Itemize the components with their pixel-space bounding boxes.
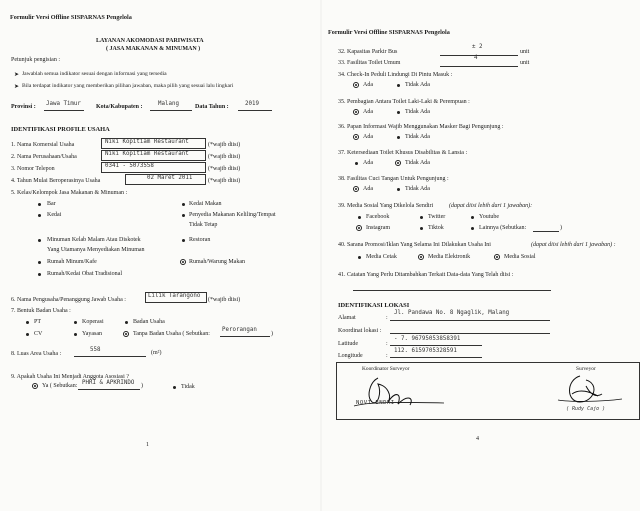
tanpa-badan-line: [220, 336, 270, 337]
instruction-2: Bila terdapat indikator yang memberikan pilihan jawaban, maka pilih yang sesuai lalu lingkari: [22, 83, 234, 89]
colon: :: [386, 341, 388, 347]
form-page-right: [322, 0, 640, 511]
longitude-value[interactable]: 112. 6159705328591: [394, 348, 457, 354]
instruction-arrow-icon: ➤: [14, 84, 20, 90]
q39-note: (dapat diisi lebih dari 1 jawaban):: [449, 203, 533, 209]
q38-label: 38. Fasilitas Cuci Tangan Untuk Pengunjung :: [338, 176, 449, 182]
provinsi-line: [44, 110, 84, 111]
option-bullet[interactable]: [397, 136, 400, 139]
option-bullet[interactable]: [471, 216, 474, 219]
option-pt: PT: [34, 319, 42, 325]
q5-label: 5. Kelas/Kelompok Jasa Makanan & Minuman :: [11, 190, 128, 196]
option-rumah-obat: Rumah/Kedai Obat Tradisional: [47, 271, 122, 277]
q6-value[interactable]: Lilik Tarangono: [148, 293, 201, 299]
option-selected-circle[interactable]: [32, 383, 38, 389]
opt-tidak-ada: Tidak Ada: [405, 109, 430, 115]
page-number: 4: [476, 436, 479, 442]
option-rumah-minum: Rumah Minum/Kafe: [47, 259, 97, 265]
option-kedai: Kedai: [47, 212, 62, 218]
q7-label: 7. Bentuk Badan Usaha :: [11, 308, 71, 314]
option-bullet[interactable]: [74, 321, 77, 324]
option-selected-circle[interactable]: [180, 259, 186, 265]
option-bullet[interactable]: [38, 203, 41, 206]
form-title: LAYANAN AKOMODASI PARIWISATA: [96, 38, 204, 44]
opt-ada: Ada: [363, 186, 373, 192]
koord-surveyor-label: Koordinator Surveyor: [362, 366, 410, 372]
alamat-value[interactable]: Jl. Pandawa No. 8 Ngaglik, Malang: [394, 310, 510, 316]
q37-label: 37. Ketersediaan Toilet Khusus Disabilitas & Lansia :: [338, 150, 468, 156]
option-bullet[interactable]: [397, 188, 400, 191]
q33-label: 33. Fasilitas Toilet Umum: [338, 60, 401, 66]
colon: :: [386, 315, 388, 321]
q32-label: 32. Kapasitas Parkir Bus: [338, 49, 398, 55]
q4-required: (*wajib diisi): [208, 178, 241, 184]
opt-ada: Ada: [363, 82, 373, 88]
q9-ya-value[interactable]: PHRI & APKRINDO: [82, 380, 135, 386]
option-selected-circle[interactable]: [395, 160, 401, 166]
option-rumah-warung: Rumah/Warung Makan: [189, 259, 246, 265]
option-yayasan: Yayasan: [82, 331, 103, 337]
option-bullet[interactable]: [74, 333, 77, 336]
option-bullet[interactable]: [26, 333, 29, 336]
latitude-value[interactable]: - 7. 96795053858391: [394, 336, 461, 342]
option-bullet[interactable]: [38, 239, 41, 242]
q35-label: 35. Pembagian Antara Toilet Laki-Laki & Perempuan :: [338, 99, 470, 105]
q39-label: 39. Media Sosial Yang Dikelola Sendiri: [338, 203, 434, 209]
form-subtitle: ( JASA MAKANAN & MINUMAN ): [106, 46, 201, 52]
section-location-title: IDENTIFIKASI LOKASI: [338, 302, 410, 309]
longitude-label: Longitude: [338, 353, 363, 359]
option-selected-circle[interactable]: [123, 331, 129, 337]
q33-value[interactable]: 4: [474, 55, 478, 61]
option-bar: Bar: [47, 201, 56, 207]
opt-tidak-ada: Tidak Ada: [405, 134, 430, 140]
q2-required: (*wajib diisi): [208, 154, 241, 160]
q1-label: 1. Nama Komersial Usaha: [11, 142, 75, 148]
provinsi-value[interactable]: Jawa Timur: [46, 101, 81, 107]
sm-tiktok: Tiktok: [428, 225, 444, 231]
q34-label: 34. Check-In Peduli Lindungi Di Pintu Masuk :: [338, 72, 453, 78]
coordinator-signature: [348, 372, 448, 414]
q33-unit: unit: [520, 60, 530, 66]
latitude-label: Latitude: [338, 341, 358, 347]
pr-cetak: Media Cetak: [366, 254, 397, 260]
option-selected-circle[interactable]: [418, 254, 424, 260]
option-bullet[interactable]: [358, 216, 361, 219]
option-bullet[interactable]: [358, 256, 361, 259]
sm-facebook: Facebook: [366, 214, 390, 220]
option-selected-circle[interactable]: [353, 109, 359, 115]
sm-youtube: Youtube: [479, 214, 500, 220]
opt-tidak-ada: Tidak Ada: [405, 82, 430, 88]
form-header: Formulir Versi Offline SISPARNAS Pengelola: [10, 14, 132, 21]
option-bullet[interactable]: [38, 273, 41, 276]
surveyor-name: ( Rudy Cajo ): [566, 406, 606, 412]
q41-line[interactable]: [353, 290, 551, 291]
q9-line: [78, 389, 140, 390]
q8-value[interactable]: 558: [90, 347, 101, 353]
option-bullet[interactable]: [420, 227, 423, 230]
q32-line: [440, 55, 518, 56]
option-bullet[interactable]: [182, 214, 185, 217]
latitude-line: [390, 345, 482, 346]
koordinat-label: Koordinat lokasi :: [338, 328, 382, 334]
provinsi-label: Provinsi :: [11, 104, 36, 110]
q4-value[interactable]: 02 Maret 2011: [147, 175, 193, 181]
q3-label: 3. Nomor Telepon: [11, 166, 55, 172]
koordinat-line: [390, 333, 550, 334]
option-bullet[interactable]: [182, 203, 185, 206]
option-bullet[interactable]: [182, 239, 185, 242]
q8-unit: (m²): [151, 350, 162, 356]
option-bullet[interactable]: [125, 321, 128, 324]
option-tanpa-badan: Tanpa Badan Usaha ( Sebutkan:: [133, 331, 210, 337]
q8-label: 8. Luas Area Usaha :: [11, 351, 62, 357]
instructions-label: Petunjuk pengisian :: [11, 57, 60, 63]
tahun-label: Data Tahun :: [195, 104, 229, 110]
q3-value[interactable]: 0341 - 5073558: [105, 163, 154, 169]
option-selected-circle[interactable]: [356, 225, 362, 231]
option-bullet[interactable]: [420, 216, 423, 219]
q36-label: 36. Papan Informasi Wajib Menggunakan Masker Bagi Pengunjung :: [338, 124, 504, 130]
option-selected-circle[interactable]: [353, 134, 359, 140]
q32-unit: unit: [520, 49, 530, 55]
tanpa-badan-value[interactable]: Perorangan: [222, 327, 257, 333]
tahun-line: [238, 110, 272, 111]
pr-sosial: Media Sosial: [504, 254, 536, 260]
option-cv: CV: [34, 331, 43, 337]
kota-label: Kota/Kabupaten :: [96, 104, 143, 110]
colon: :: [386, 353, 388, 359]
q6-label: 6. Nama Pengusaha/Penanggung Jawab Usaha :: [11, 297, 126, 303]
kota-line: [150, 110, 192, 111]
page-number: 1: [146, 442, 149, 448]
q6-required: (*wajib diisi): [208, 297, 241, 303]
q1-required: (*wajib diisi): [208, 142, 241, 148]
q40-label: 40. Sarana Promosi/Iklan Yang Selama Ini Dilakukan Usaha Ini: [338, 242, 491, 248]
sm-instagram: Instagram: [366, 225, 390, 231]
option-bullet[interactable]: [26, 321, 29, 324]
q4-label: 4. Tahun Mulai Beroperasinya Usaha: [11, 178, 101, 184]
q9-ya: Ya ( Sebutkan:: [42, 383, 78, 389]
close-paren: ): [560, 225, 562, 231]
form-header: Formulir Versi Offline SISPARNAS Pengelola: [328, 29, 450, 36]
option-bullet[interactable]: [397, 111, 400, 114]
pr-elektronik: Media Elektronik: [428, 254, 471, 260]
q8-line: [74, 356, 146, 357]
q41-label: 41. Catatan Yang Perlu Ditambahkan Terkait Data-data Yang Telah diisi :: [338, 272, 514, 278]
alamat-label: Alamat: [338, 315, 356, 321]
option-penyedia-cont: Tidak Tetap: [189, 222, 218, 228]
option-bullet[interactable]: [355, 162, 358, 165]
q2-value[interactable]: Niki Kopitiam Restaurant: [105, 151, 189, 157]
option-bullet[interactable]: [38, 261, 41, 264]
alamat-line: [390, 320, 550, 321]
option-koperasi: Koperasi: [82, 319, 104, 325]
option-restoran: Restoran: [189, 237, 211, 243]
coordinator-name: NOVI ENDRI: [356, 400, 395, 406]
sm-twitter: Twitter: [428, 214, 446, 220]
opt-tidak-ada: Tidak Ada: [405, 160, 430, 166]
q3-required: (*wajib diisi): [208, 166, 241, 172]
sm-lainnya: Lainnya (Sebutkan:: [479, 225, 527, 231]
q40-note: (dapat diisi lebih dari 1 jawaban) :: [531, 242, 616, 248]
q1-value[interactable]: Niki Kopitiam Restaurant: [105, 139, 189, 145]
option-selected-circle[interactable]: [353, 82, 359, 88]
q9-label: 9. Apakah Usaha Ini Menjadi Anggota Asosiasi ?: [11, 374, 129, 380]
close-paren: ): [141, 383, 143, 389]
q2-label: 2. Nama Perusahaan/Usaha: [11, 154, 77, 160]
tahun-value[interactable]: 2019: [245, 101, 259, 107]
surveyor-label: Surveyor: [576, 366, 596, 372]
option-bullet[interactable]: [38, 214, 41, 217]
opt-tidak-ada: Tidak Ada: [405, 186, 430, 192]
kota-value[interactable]: Malang: [158, 101, 179, 107]
instruction-1: Jawablah semua indikator sesuai dengan informasi yang tersedia: [22, 71, 167, 77]
option-bullet[interactable]: [173, 386, 176, 389]
q9-tidak: Tidak: [181, 384, 195, 390]
close-paren: ): [271, 331, 273, 337]
option-minuman-cont: Yang Utamanya Menyediakan Minuman: [47, 247, 145, 253]
opt-ada: Ada: [363, 109, 373, 115]
q32-value[interactable]: ± 2: [472, 44, 483, 50]
instruction-arrow-icon: ➤: [14, 72, 20, 78]
option-minuman: Minuman Kelab Malam Atau Diskotek: [47, 237, 141, 243]
section-profile-title: IDENTIFIKASI PROFILE USAHA: [11, 126, 110, 133]
longitude-line: [390, 357, 482, 358]
opt-ada: Ada: [363, 134, 373, 140]
option-selected-circle[interactable]: [353, 186, 359, 192]
option-badan-usaha: Badan Usaha: [133, 319, 165, 325]
option-kedai-makan: Kedai Makan: [189, 201, 222, 207]
option-bullet[interactable]: [471, 227, 474, 230]
q33-line: [440, 66, 518, 67]
option-penyedia: Penyedia Makanan Keliling/Tempat: [189, 212, 276, 218]
sm-lainnya-line: [533, 231, 559, 232]
option-selected-circle[interactable]: [494, 254, 500, 260]
opt-ada: Ada: [363, 160, 373, 166]
option-bullet[interactable]: [397, 84, 400, 87]
